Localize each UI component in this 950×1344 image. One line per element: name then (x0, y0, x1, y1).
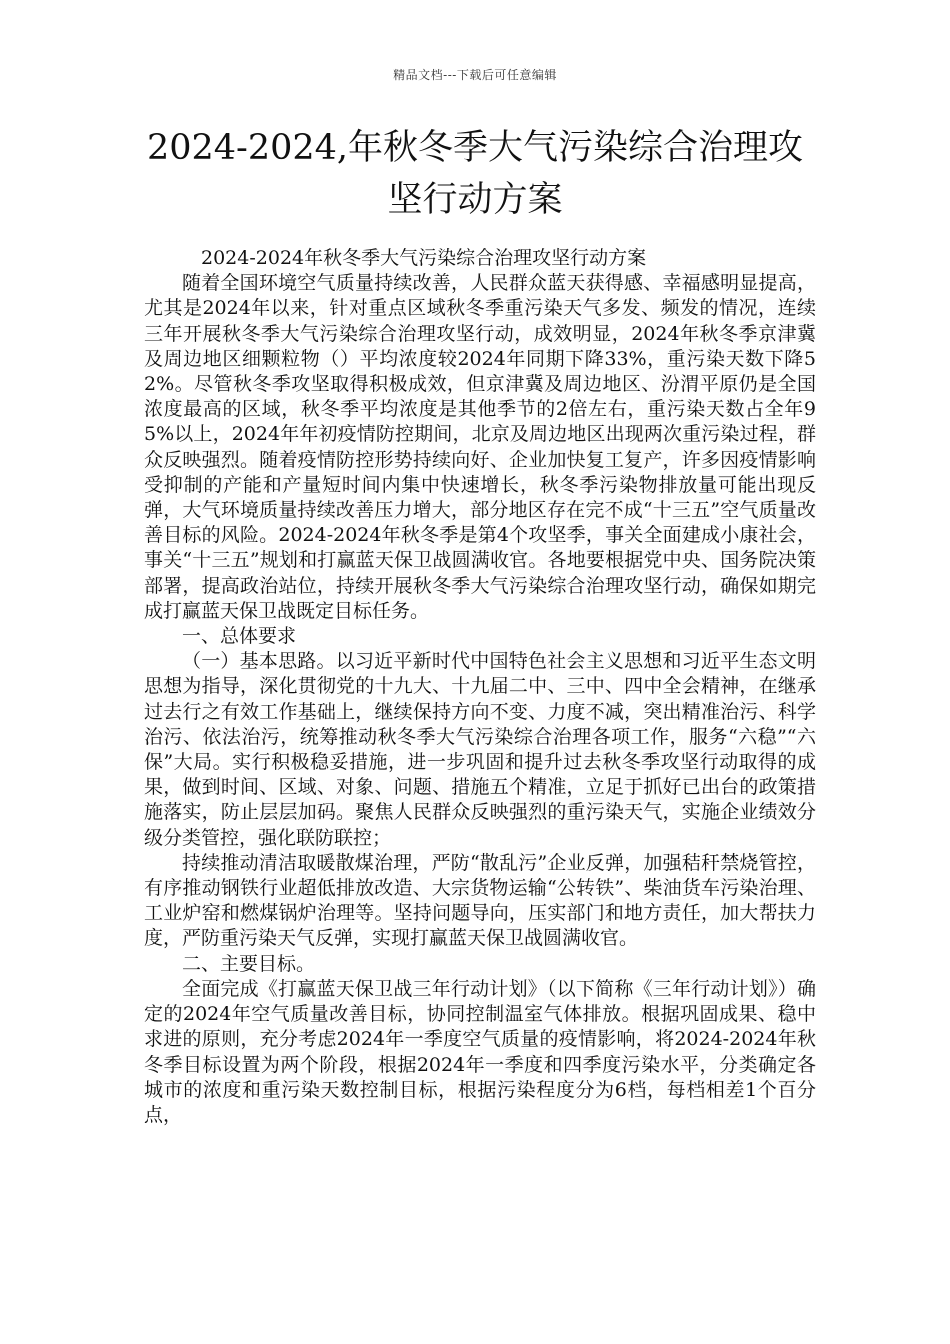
document-title (120, 122, 830, 226)
section-1-paragraph-1: （一）基本思路。以习近平新时代中国特色社会主义思想和习近平生态文明思想为指导，深化贯彻党的十九大、十九届二中、三中、四中全会精神，在继承过去行之有效工作基础上，继续保持方向不变、力度不减，突出精准治污、科学治污、依法治污，统筹推动秋冬季大气污染综合治理各项工作，服务“六稳”“六保”大局。实行积极稳妥措施，进一步巩固和提升过去秋冬季攻坚行动取得的成果，做到时间、区域、对象、问题、措施五个精准，立足于抓好已出台的政策措施落实，防止层层加码。聚焦人民群众反映强烈的重污染天气，实施企业绩效分级分类管控，强化联防联控； (144, 650, 816, 849)
document-title-line-2: 坚行动方案 (387, 180, 563, 220)
section-1-heading: 一、总体要求 (182, 625, 297, 648)
header-note: 精品文档---下载后可任意编辑 (393, 68, 557, 82)
document-body (144, 246, 816, 1128)
section-2-paragraph-1: 全面完成《打赢蓝天保卫战三年行动计划》（以下简称《三年行动计划》）确定的2024年空气质量改善目标，协同控制温室气体排放。根据巩固成果、稳中求进的原则，充分考虑2024年一季度空气质量的疫情影响，将2024-2024年秋冬季目标设置为两个阶段，根据2024年一季度和四季度污染水平，分类确定各城市的浓度和重污染天数控制目标，根据污染程度分为6档，每档相差1个百分点， (144, 977, 816, 1126)
document-title-line-1: 2024-2024,年秋冬季大气污染综合治理攻 (146, 128, 804, 168)
document-subtitle: 2024-2024年秋冬季大气污染综合治理攻坚行动方案 (201, 247, 647, 269)
section-2-heading: 二、主要目标。 (182, 952, 316, 975)
intro-paragraph: 随着全国环境空气质量持续改善，人民群众蓝天获得感、幸福感明显提高，尤其是2024年以来，针对重点区域秋冬季重污染天气多发、频发的情况，连续三年开展秋冬季大气污染综合治理攻坚行动，成效明显，2024年秋冬季京津冀及周边地区细颗粒物（）平均浓度较2024年同期下降33%，重污染天数下降52%。尽管秋冬季攻坚取得积极成效，但京津冀及周边地区、汾渭平原仍是全国浓度最高的区域，秋冬季平均浓度是其他季节的2倍左右，重污染天数占全年95%以上，2024年年初疫情防控期间，北京及周边地区出现两次重污染过程，群众反映强烈。随着疫情防控形势持续向好、企业加快复工复产，许多因疫情影响受抑制的产能和产量短时间内集中快速增长，秋冬季污染物排放量可能出现反弹，大气环境质量持续改善压力增大，部分地区存在完不成“十三五”空气质量改善目标的风险。2024-2024年秋冬季是第4个攻坚季，事关全面建成小康社会，事关“十三五”规划和打赢蓝天保卫战圆满收官。各地要根据党中央、国务院决策部署，提高政治站位，持续开展秋冬季大气污染综合治理攻坚行动，确保如期完成打赢蓝天保卫战既定目标任务。 (144, 272, 816, 622)
section-1-paragraph-2: 持续推动清洁取暖散煤治理，严防“散乱污”企业反弹，加强秸秆禁烧管控，有序推动钢铁行业超低排放改造、大宗货物运输“公转铁”、柴油货车污染治理、工业炉窑和燃煤锅炉治理等。坚持问题导向，压实部门和地方责任，加大帮扶力度，严防重污染天气反弹，实现打赢蓝天保卫战圆满收官。 (144, 851, 816, 950)
